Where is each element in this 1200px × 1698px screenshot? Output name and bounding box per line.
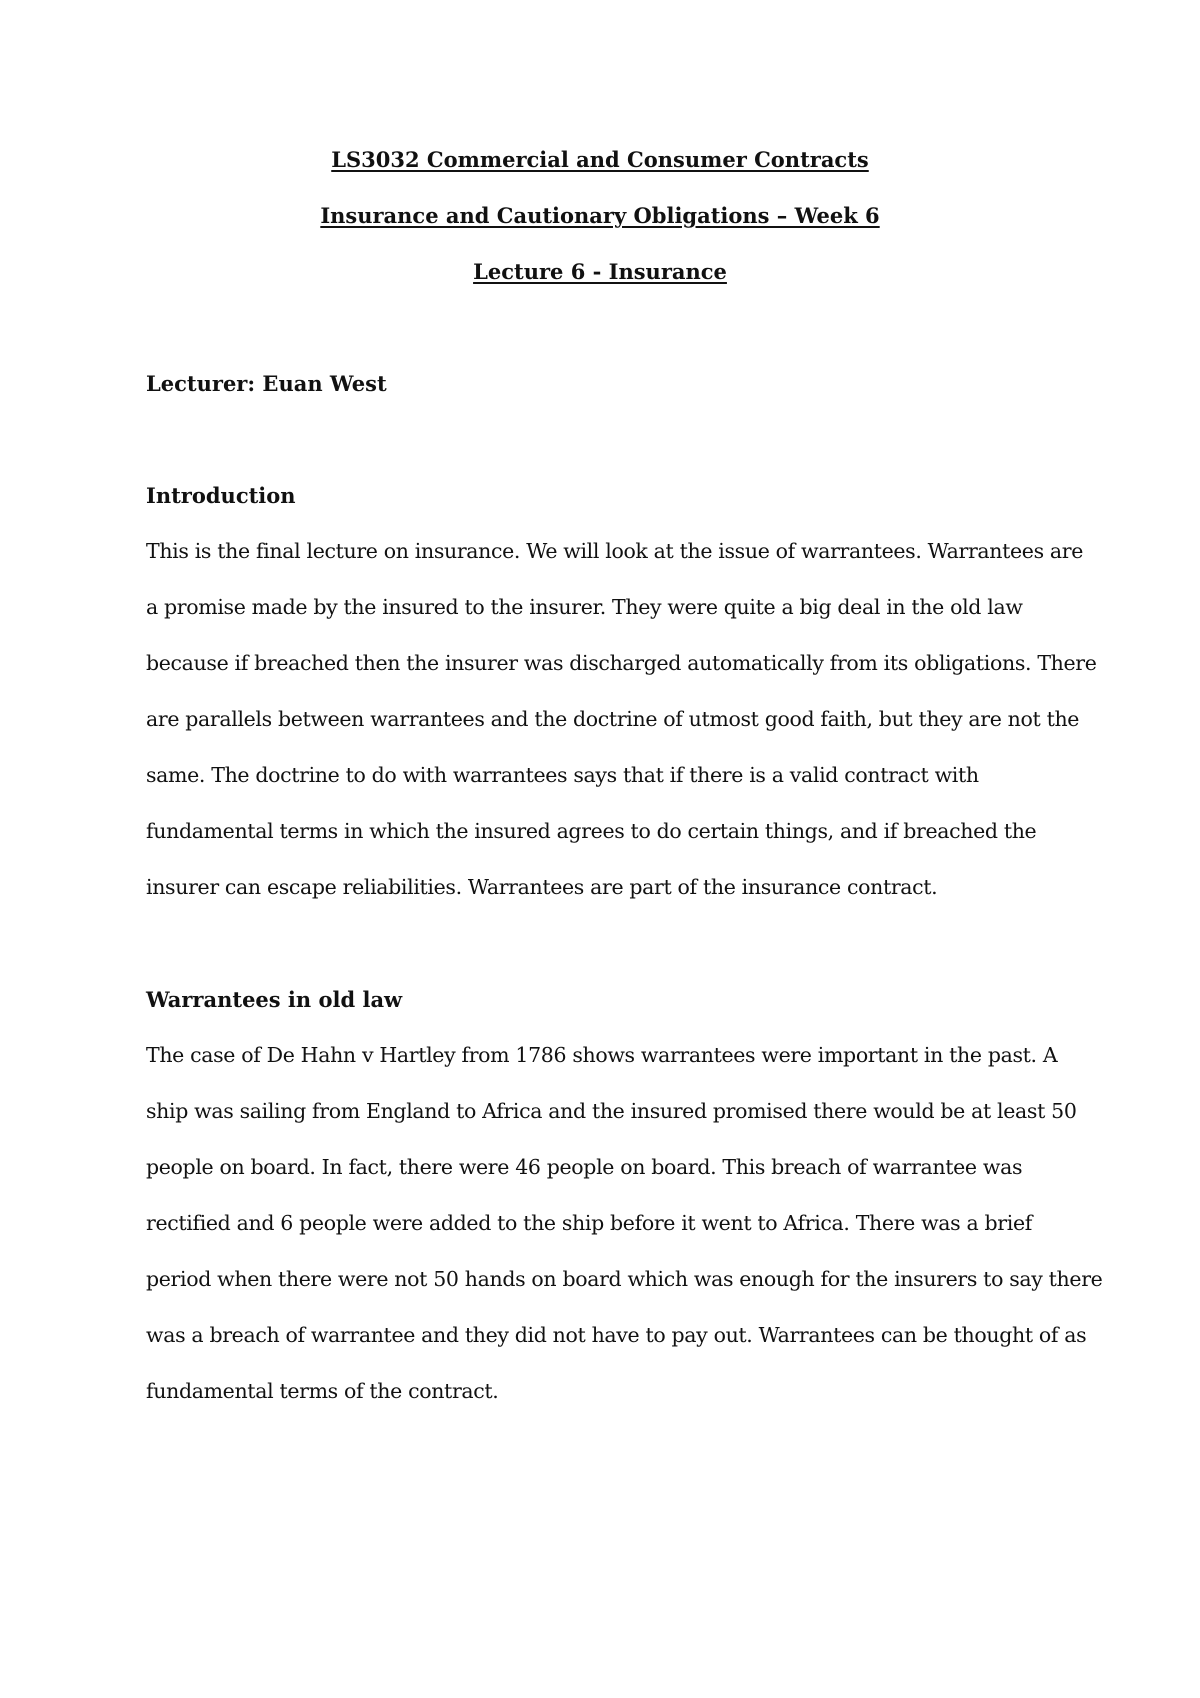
- paragraph-line: fundamental terms of the contract.: [146, 1379, 499, 1403]
- paragraph-line: The case of De Hahn v Hartley from 1786 shows warrantees were important in the past. A: [146, 1043, 1058, 1067]
- lecture-title: Lecture 6 - Insurance: [473, 259, 727, 284]
- paragraph-line: because if breached then the insurer was discharged automatically from its obligations. There: [146, 651, 1097, 675]
- section-heading: Warrantees in old law: [146, 987, 403, 1012]
- paragraph-line: was a breach of warrantee and they did not have to pay out. Warrantees can be thought of as: [146, 1323, 1087, 1347]
- paragraph-line: fundamental terms in which the insured agrees to do certain things, and if breached the: [146, 819, 1037, 843]
- paragraph-line: insurer can escape reliabilities. Warrantees are part of the insurance contract.: [146, 875, 938, 899]
- topic-title: Insurance and Cautionary Obligations – Week 6: [320, 203, 880, 228]
- course-title: LS3032 Commercial and Consumer Contracts: [331, 147, 869, 172]
- paragraph-line: This is the final lecture on insurance. We will look at the issue of warrantees. Warrantees are: [146, 539, 1084, 563]
- paragraph-line: rectified and 6 people were added to the ship before it went to Africa. There was a brief: [146, 1211, 1032, 1235]
- paragraph-line: a promise made by the insured to the insurer. They were quite a big deal in the old law: [146, 595, 1023, 619]
- paragraph-line: same. The doctrine to do with warrantees says that if there is a valid contract with: [146, 763, 979, 787]
- lecturer-label: Lecturer: Euan West: [146, 371, 387, 396]
- paragraph-line: are parallels between warrantees and the doctrine of utmost good faith, but they are not the: [146, 707, 1080, 731]
- paragraph-line: period when there were not 50 hands on board which was enough for the insurers to say there: [146, 1267, 1103, 1291]
- paragraph-line: people on board. In fact, there were 46 people on board. This breach of warrantee was: [146, 1155, 1023, 1179]
- paragraph-line: ship was sailing from England to Africa and the insured promised there would be at least 50: [146, 1099, 1077, 1123]
- section-heading: Introduction: [146, 483, 296, 508]
